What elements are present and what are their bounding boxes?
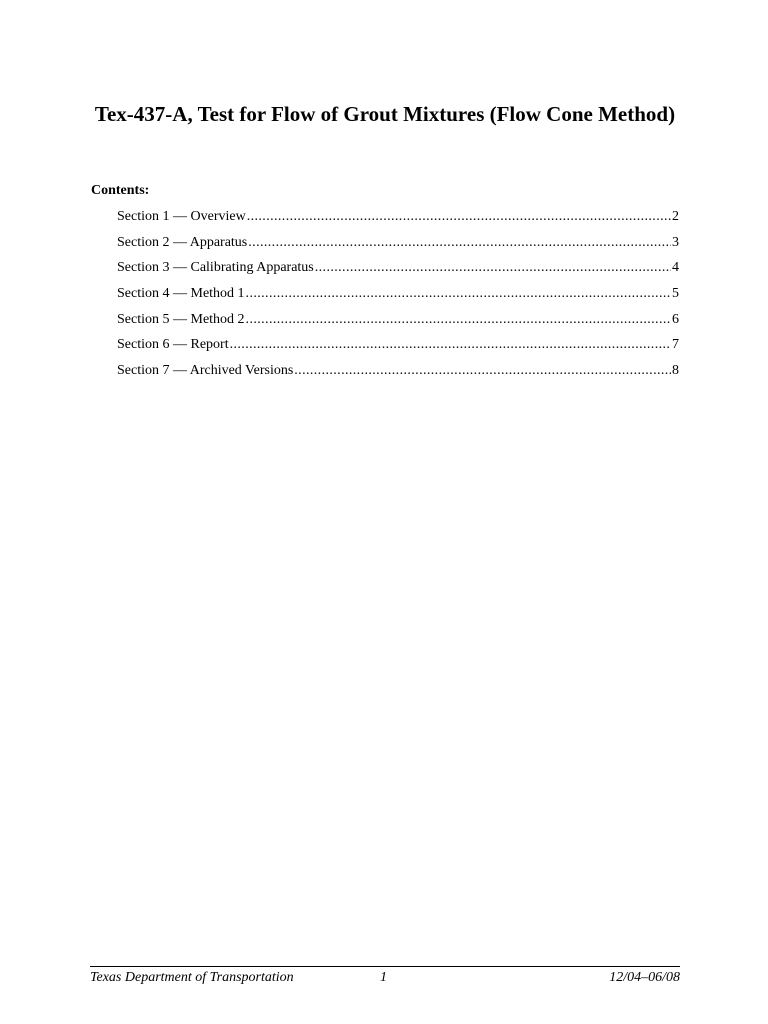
toc-entry-page: 8 — [672, 363, 679, 379]
toc-entry-label: Section 4 — Method 1 — [117, 286, 245, 302]
toc-dot-leader — [248, 233, 671, 253]
toc-entry-page: 6 — [672, 311, 679, 327]
toc-dot-leader — [230, 335, 671, 355]
table-of-contents — [117, 207, 679, 387]
toc-entry-section-3[interactable] — [117, 258, 679, 284]
toc-dot-leader — [294, 361, 671, 381]
footer-date-range: 12/04–06/08 — [609, 970, 680, 985]
toc-entry-page: 3 — [672, 234, 679, 250]
footer-rule — [90, 966, 680, 967]
toc-entry-label: Section 7 — Archived Versions — [117, 363, 294, 379]
toc-dot-leader — [247, 207, 671, 227]
toc-entry-section-4[interactable] — [117, 284, 679, 310]
footer-organization: Texas Department of Transportation — [90, 970, 294, 985]
footer-page-number: 1 — [380, 970, 387, 985]
toc-entry-page: 5 — [672, 286, 679, 302]
toc-dot-leader — [246, 284, 671, 304]
page-footer — [90, 969, 680, 989]
toc-dot-leader — [246, 310, 671, 330]
toc-entry-page: 2 — [672, 209, 679, 224]
toc-entry-section-5[interactable] — [117, 310, 679, 336]
toc-entry-section-7[interactable] — [117, 361, 679, 387]
toc-entry-section-6[interactable] — [117, 335, 679, 361]
contents-heading: Contents: — [91, 183, 150, 198]
toc-entry-page: 4 — [672, 260, 679, 276]
toc-entry-label: Section 6 — Report — [117, 337, 229, 353]
toc-entry-label: Section 1 — Overview — [117, 209, 246, 224]
document-title: Tex-437-A, Test for Flow of Grout Mixtures (Flow Cone Method) — [94, 102, 676, 126]
toc-dot-leader — [315, 258, 671, 278]
toc-entry-section-2[interactable] — [117, 233, 679, 259]
toc-entry-page: 7 — [672, 337, 679, 353]
toc-entry-label: Section 2 — Apparatus — [117, 234, 248, 250]
toc-entry-label: Section 3 — Calibrating Apparatus — [117, 260, 314, 276]
toc-entry-section-1[interactable] — [117, 207, 679, 233]
toc-entry-label: Section 5 — Method 2 — [117, 311, 245, 327]
